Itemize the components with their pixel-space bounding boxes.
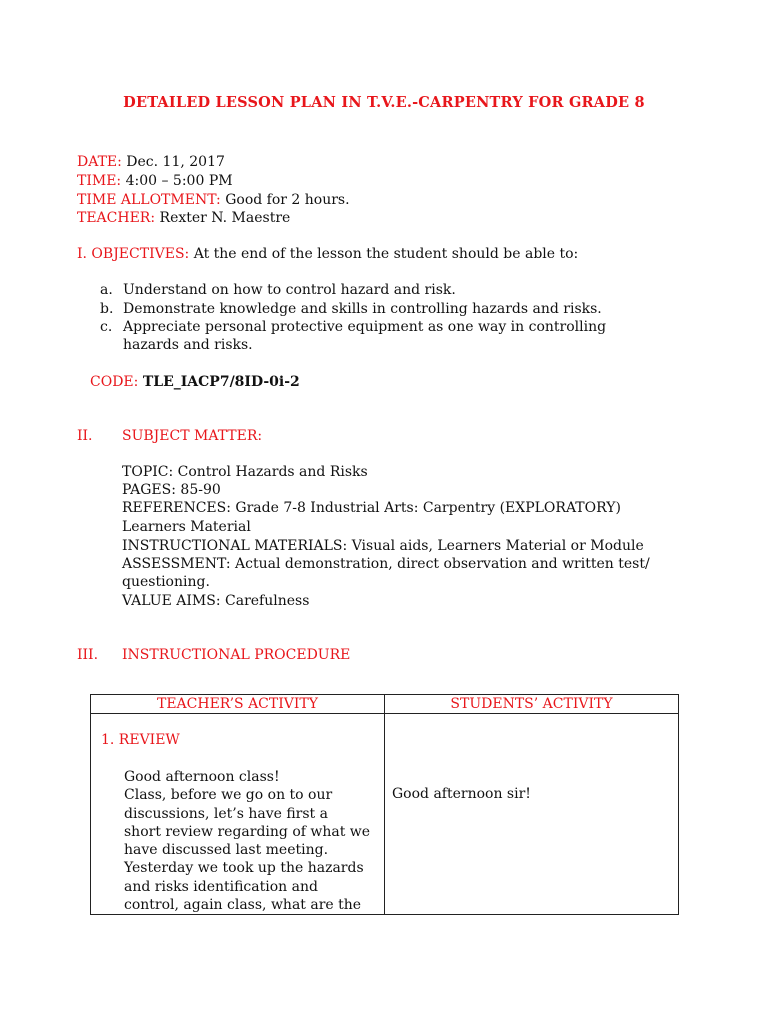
procedure-numeral: III. — [77, 647, 99, 663]
subject-matter-numeral: II. — [77, 428, 93, 444]
teacher-line: Yesterday we took up the hazards — [124, 860, 364, 877]
time-value: 4:00 – 5:00 PM — [125, 173, 233, 189]
students-activity-header: STUDENTS’ ACTIVITY — [385, 695, 679, 714]
review-heading: 1. REVIEW — [101, 732, 180, 748]
objectives-line — [77, 245, 578, 263]
code-line — [90, 373, 300, 391]
objective-text: Demonstrate knowledge and skills in controlling hazards and risks. — [123, 301, 602, 317]
objectives-intro: At the end of the lesson the student should be able to: — [193, 246, 579, 262]
teacher-activity-header: TEACHER’S ACTIVITY — [91, 695, 385, 714]
subject-line-pages: PAGES: 85-90 — [122, 482, 221, 498]
date-value: Dec. 11, 2017 — [126, 154, 225, 170]
students-activity-cell — [385, 714, 679, 915]
subject-line-references-cont: Learners Material — [122, 519, 251, 535]
teacher-line: Good afternoon class! — [124, 769, 280, 785]
allotment-value: Good for 2 hours. — [225, 192, 350, 208]
subject-line-references: REFERENCES: Grade 7-8 Industrial Arts: Carpentry (EXPLORATORY) — [122, 500, 621, 516]
teacher-label: TEACHER: — [77, 210, 156, 226]
subject-line-assessment-cont: questioning. — [122, 574, 210, 590]
teacher-dialogue — [124, 768, 384, 914]
teacher-line: control, again class, what are the — [124, 897, 362, 914]
objective-marker: b. — [100, 301, 114, 317]
date-label: DATE: — [77, 154, 122, 170]
document-title: DETAILED LESSON PLAN IN T.V.E.-CARPENTRY FOR GRADE 8 — [123, 94, 645, 111]
procedure-table — [90, 694, 679, 915]
objective-text-continued: hazards and risks. — [123, 337, 253, 353]
teacher-line: discussions, let’s have first a — [124, 805, 328, 822]
subject-line-materials: INSTRUCTIONAL MATERIALS: Visual aids, Learners Material or Module — [122, 538, 644, 554]
objective-marker: c. — [100, 319, 113, 335]
objective-text: Understand on how to control hazard and risk. — [123, 282, 456, 298]
teacher-value: Rexter N. Maestre — [159, 210, 291, 226]
teacher-activity-cell — [91, 714, 385, 915]
code-value: TLE_IACP7/8ID-0i-2 — [142, 374, 300, 390]
subject-line-assessment: ASSESSMENT: Actual demonstration, direct observation and written test/ — [122, 556, 650, 572]
table-row — [91, 714, 679, 915]
code-label: CODE: — [90, 374, 139, 390]
time-line — [77, 172, 233, 190]
subject-line-value-aims: VALUE AIMS: Carefulness — [122, 593, 310, 609]
objective-marker: a. — [100, 282, 113, 298]
allotment-label: TIME ALLOTMENT: — [77, 192, 221, 208]
table-header-row — [91, 695, 679, 714]
teacher-line: Class, before we go on to our — [124, 787, 333, 804]
teacher-line: and risks identification and — [124, 878, 318, 895]
time-label: TIME: — [77, 173, 122, 189]
objective-text: Appreciate personal protective equipment as one way in controlling — [123, 319, 607, 335]
subject-matter-heading: SUBJECT MATTER: — [122, 428, 263, 444]
objectives-label: I. OBJECTIVES: — [77, 246, 190, 262]
student-reply: Good afternoon sir! — [392, 786, 531, 802]
date-line — [77, 153, 225, 171]
teacher-line: have discussed last meeting. — [124, 842, 329, 859]
procedure-heading: INSTRUCTIONAL PROCEDURE — [122, 647, 351, 663]
subject-line-topic: TOPIC: Control Hazards and Risks — [122, 464, 368, 480]
allotment-line — [77, 191, 350, 209]
teacher-line — [77, 209, 290, 227]
teacher-line: short review regarding of what we — [124, 823, 371, 840]
